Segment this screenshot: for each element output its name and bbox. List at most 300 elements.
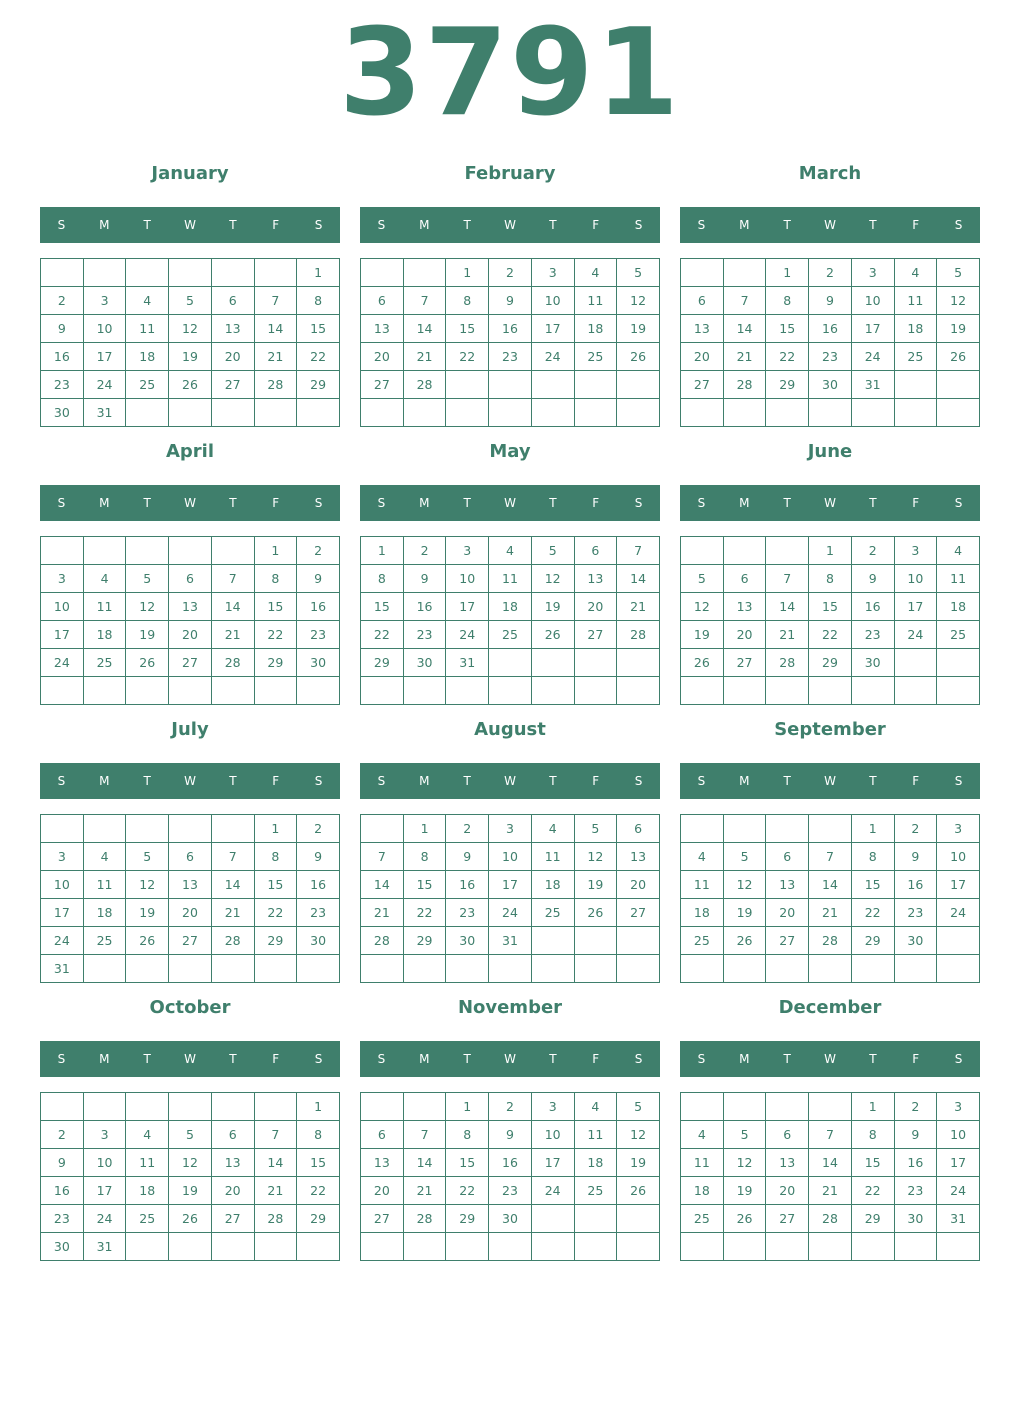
day-cell (681, 259, 724, 287)
day-cell: 25 (574, 343, 617, 371)
day-grid (680, 536, 980, 705)
day-cell: 13 (681, 315, 724, 343)
day-cell: 6 (766, 843, 809, 871)
day-cell (361, 1233, 404, 1261)
day-cell: 17 (851, 315, 894, 343)
weekday-label: T (143, 218, 151, 232)
week-row (41, 315, 340, 343)
day-cell: 21 (361, 899, 404, 927)
day-cell: 14 (809, 1149, 852, 1177)
day-cell (211, 1233, 254, 1261)
day-cell: 20 (766, 1177, 809, 1205)
day-cell (297, 1233, 340, 1261)
day-cell: 12 (723, 871, 766, 899)
day-cell: 17 (83, 343, 126, 371)
day-cell: 5 (126, 565, 169, 593)
weekday-label: W (824, 1052, 836, 1066)
week-row (41, 1205, 340, 1233)
weekday-label: S (954, 496, 963, 510)
day-cell (681, 1093, 724, 1121)
weekday-label: S (697, 218, 706, 232)
day-cell (41, 815, 84, 843)
weekday-label: F (272, 496, 280, 510)
day-cell: 25 (894, 343, 937, 371)
day-cell (126, 1093, 169, 1121)
day-cell (83, 259, 126, 287)
day-cell: 5 (723, 1121, 766, 1149)
day-cell (361, 399, 404, 427)
day-cell: 25 (83, 927, 126, 955)
week-row (681, 649, 980, 677)
week-row (681, 537, 980, 565)
day-cell (617, 399, 660, 427)
week-row (681, 1121, 980, 1149)
day-cell: 15 (851, 1149, 894, 1177)
day-cell: 19 (531, 593, 574, 621)
day-cell: 7 (723, 287, 766, 315)
day-cell: 29 (297, 371, 340, 399)
day-cell (361, 1093, 404, 1121)
day-cell: 21 (254, 1177, 297, 1205)
day-cell (254, 259, 297, 287)
day-cell: 22 (254, 899, 297, 927)
day-cell (169, 537, 212, 565)
day-cell: 27 (723, 649, 766, 677)
day-cell: 19 (937, 315, 980, 343)
day-cell: 6 (617, 815, 660, 843)
day-cell: 23 (489, 343, 532, 371)
day-cell: 8 (809, 565, 852, 593)
day-cell: 10 (489, 843, 532, 871)
weekday-label: M (419, 496, 430, 510)
weekday-label: W (184, 218, 196, 232)
day-cell: 13 (169, 871, 212, 899)
day-cell: 9 (809, 287, 852, 315)
weekday-label: F (272, 218, 280, 232)
day-cell: 25 (574, 1177, 617, 1205)
day-cell: 3 (83, 287, 126, 315)
weekday-label: S (57, 218, 66, 232)
day-cell: 25 (83, 649, 126, 677)
day-cell: 23 (894, 1177, 937, 1205)
day-cell: 7 (617, 537, 660, 565)
month-name: December (778, 997, 882, 1018)
day-cell: 13 (766, 1149, 809, 1177)
day-cell (723, 399, 766, 427)
weekday-label: T (463, 218, 471, 232)
day-cell: 27 (169, 927, 212, 955)
week-row (681, 259, 980, 287)
day-cell: 25 (489, 621, 532, 649)
day-cell: 2 (489, 1093, 532, 1121)
day-cell (83, 815, 126, 843)
day-cell: 30 (297, 927, 340, 955)
weekday-label: S (314, 1052, 323, 1066)
day-cell: 4 (83, 565, 126, 593)
day-cell: 19 (617, 1149, 660, 1177)
day-cell: 4 (574, 1093, 617, 1121)
month-name: June (807, 441, 853, 462)
day-cell: 20 (211, 1177, 254, 1205)
day-cell (446, 399, 489, 427)
day-cell: 6 (169, 565, 212, 593)
day-cell: 28 (254, 1205, 297, 1233)
weekday-label: T (143, 496, 151, 510)
day-cell: 16 (446, 871, 489, 899)
day-cell: 10 (41, 871, 84, 899)
day-cell: 20 (169, 621, 212, 649)
day-cell (766, 1093, 809, 1121)
day-cell: 11 (83, 593, 126, 621)
day-cell: 23 (851, 621, 894, 649)
weekday-label: F (592, 774, 600, 788)
day-cell: 10 (83, 315, 126, 343)
day-cell: 2 (851, 537, 894, 565)
weekday-label: F (912, 774, 920, 788)
day-cell (809, 955, 852, 983)
day-cell: 19 (169, 1177, 212, 1205)
day-cell (574, 677, 617, 705)
day-cell: 17 (41, 899, 84, 927)
day-cell: 26 (169, 1205, 212, 1233)
day-cell (681, 399, 724, 427)
day-cell: 5 (937, 259, 980, 287)
day-cell (531, 1205, 574, 1233)
day-grid (360, 1092, 660, 1261)
day-cell (297, 955, 340, 983)
day-cell (809, 1093, 852, 1121)
day-cell: 2 (894, 815, 937, 843)
week-row (681, 677, 980, 705)
day-cell (126, 955, 169, 983)
day-cell: 14 (361, 871, 404, 899)
day-cell: 8 (254, 843, 297, 871)
day-cell (723, 259, 766, 287)
weekday-label: T (143, 1052, 151, 1066)
weekday-label: T (549, 1052, 557, 1066)
day-cell (574, 399, 617, 427)
day-cell: 11 (126, 315, 169, 343)
day-cell: 16 (489, 1149, 532, 1177)
day-cell: 21 (403, 1177, 446, 1205)
day-cell: 15 (297, 1149, 340, 1177)
day-cell: 25 (937, 621, 980, 649)
day-cell (574, 955, 617, 983)
day-cell (126, 815, 169, 843)
day-cell: 9 (894, 843, 937, 871)
day-cell: 3 (937, 815, 980, 843)
day-cell: 12 (531, 565, 574, 593)
day-cell (83, 537, 126, 565)
day-cell: 28 (403, 371, 446, 399)
day-cell: 6 (681, 287, 724, 315)
weekday-label: W (184, 496, 196, 510)
week-row (681, 287, 980, 315)
month-name: July (171, 719, 209, 740)
week-row (681, 1233, 980, 1261)
day-cell: 14 (617, 565, 660, 593)
day-cell: 21 (211, 899, 254, 927)
week-row (681, 399, 980, 427)
weekday-label: T (229, 496, 237, 510)
week-row (361, 927, 660, 955)
day-cell: 19 (169, 343, 212, 371)
day-cell: 2 (489, 259, 532, 287)
day-cell: 22 (851, 1177, 894, 1205)
day-cell: 16 (41, 343, 84, 371)
weekday-label: T (549, 496, 557, 510)
day-cell: 14 (723, 315, 766, 343)
day-cell (937, 1233, 980, 1261)
day-cell: 3 (937, 1093, 980, 1121)
day-cell: 16 (894, 871, 937, 899)
day-cell: 19 (574, 871, 617, 899)
day-cell: 16 (809, 315, 852, 343)
day-cell (531, 371, 574, 399)
day-cell: 11 (574, 287, 617, 315)
weekday-label: W (184, 774, 196, 788)
day-cell: 8 (851, 843, 894, 871)
day-cell (617, 1205, 660, 1233)
day-cell: 8 (254, 565, 297, 593)
day-cell: 28 (403, 1205, 446, 1233)
day-cell: 11 (894, 287, 937, 315)
day-cell (169, 1093, 212, 1121)
day-cell: 21 (254, 343, 297, 371)
day-cell: 9 (851, 565, 894, 593)
day-cell: 18 (489, 593, 532, 621)
day-cell (211, 259, 254, 287)
day-cell (809, 1233, 852, 1261)
weekday-label: F (272, 774, 280, 788)
day-cell (574, 371, 617, 399)
day-cell: 29 (851, 927, 894, 955)
weekday-label: F (272, 1052, 280, 1066)
day-cell: 8 (446, 1121, 489, 1149)
day-cell: 24 (489, 899, 532, 927)
day-cell: 23 (297, 621, 340, 649)
day-cell (403, 677, 446, 705)
day-cell: 19 (723, 899, 766, 927)
day-cell: 31 (83, 399, 126, 427)
day-cell (617, 677, 660, 705)
week-row (41, 843, 340, 871)
day-cell: 11 (937, 565, 980, 593)
day-cell: 1 (297, 259, 340, 287)
day-cell (126, 537, 169, 565)
day-cell (489, 677, 532, 705)
day-cell: 9 (894, 1121, 937, 1149)
weekday-label: S (377, 218, 386, 232)
day-cell (617, 649, 660, 677)
day-cell (297, 677, 340, 705)
week-row (361, 1121, 660, 1149)
day-cell: 20 (574, 593, 617, 621)
day-cell: 1 (254, 815, 297, 843)
weekday-label: W (504, 218, 516, 232)
week-row (361, 677, 660, 705)
day-cell: 7 (766, 565, 809, 593)
day-cell: 5 (531, 537, 574, 565)
day-cell: 10 (937, 1121, 980, 1149)
weekday-label: S (634, 218, 643, 232)
day-cell (851, 955, 894, 983)
day-cell (766, 677, 809, 705)
day-cell (489, 1233, 532, 1261)
day-cell: 13 (211, 1149, 254, 1177)
day-cell: 7 (361, 843, 404, 871)
day-cell (254, 677, 297, 705)
day-cell: 13 (211, 315, 254, 343)
day-cell: 9 (41, 1149, 84, 1177)
day-cell: 22 (446, 343, 489, 371)
day-cell: 23 (894, 899, 937, 927)
weekday-label: W (504, 774, 516, 788)
day-cell: 13 (169, 593, 212, 621)
day-cell: 9 (489, 1121, 532, 1149)
day-grid (40, 1092, 340, 1261)
day-cell: 1 (851, 1093, 894, 1121)
weekday-label: W (824, 496, 836, 510)
day-cell (531, 927, 574, 955)
day-cell: 9 (489, 287, 532, 315)
weekday-label: S (377, 774, 386, 788)
week-row (361, 343, 660, 371)
month-name: March (798, 163, 862, 184)
day-cell: 17 (531, 315, 574, 343)
day-cell (83, 677, 126, 705)
weekday-label: M (419, 1052, 430, 1066)
day-cell: 11 (681, 871, 724, 899)
week-row (681, 899, 980, 927)
day-cell: 5 (681, 565, 724, 593)
week-row (681, 621, 980, 649)
day-cell: 18 (531, 871, 574, 899)
day-cell: 26 (531, 621, 574, 649)
day-cell: 24 (894, 621, 937, 649)
month-name: February (464, 163, 556, 184)
day-cell: 2 (809, 259, 852, 287)
day-cell: 4 (126, 287, 169, 315)
day-cell: 15 (403, 871, 446, 899)
day-cell: 4 (126, 1121, 169, 1149)
day-cell: 27 (681, 371, 724, 399)
day-cell (617, 371, 660, 399)
week-row (41, 537, 340, 565)
day-cell: 22 (766, 343, 809, 371)
week-row (41, 371, 340, 399)
day-cell (766, 1233, 809, 1261)
day-cell (894, 649, 937, 677)
day-cell: 21 (723, 343, 766, 371)
day-cell (446, 371, 489, 399)
day-cell: 23 (809, 343, 852, 371)
day-cell (41, 537, 84, 565)
weekday-label: S (634, 496, 643, 510)
day-cell: 9 (41, 315, 84, 343)
day-cell: 24 (937, 1177, 980, 1205)
day-cell: 9 (297, 565, 340, 593)
day-cell: 20 (169, 899, 212, 927)
weekday-label: S (954, 1052, 963, 1066)
day-cell (169, 955, 212, 983)
day-cell: 1 (446, 259, 489, 287)
day-cell: 3 (446, 537, 489, 565)
day-cell (723, 1233, 766, 1261)
weekday-label: T (463, 496, 471, 510)
day-cell: 6 (574, 537, 617, 565)
day-cell: 29 (446, 1205, 489, 1233)
weekday-label: F (592, 1052, 600, 1066)
weekday-header (360, 763, 660, 799)
weekday-label: T (783, 774, 791, 788)
week-row (681, 565, 980, 593)
weekday-label: T (143, 774, 151, 788)
weekday-label: T (549, 218, 557, 232)
day-cell (937, 927, 980, 955)
day-grid (360, 258, 660, 427)
weekday-label: T (229, 1052, 237, 1066)
day-cell (403, 1233, 446, 1261)
week-row (361, 899, 660, 927)
week-row (41, 1233, 340, 1261)
day-cell: 16 (403, 593, 446, 621)
day-cell (41, 1093, 84, 1121)
day-cell: 5 (126, 843, 169, 871)
day-cell: 15 (361, 593, 404, 621)
day-cell: 6 (211, 287, 254, 315)
day-cell (489, 955, 532, 983)
day-cell (574, 1233, 617, 1261)
day-cell: 17 (894, 593, 937, 621)
day-cell (403, 955, 446, 983)
day-cell: 13 (361, 315, 404, 343)
day-cell (403, 399, 446, 427)
weekday-label: T (229, 774, 237, 788)
day-cell (723, 1093, 766, 1121)
weekday-header (680, 207, 980, 243)
day-cell: 26 (126, 927, 169, 955)
day-cell: 1 (403, 815, 446, 843)
day-cell: 28 (809, 1205, 852, 1233)
month-name: April (165, 441, 215, 462)
weekday-header (360, 207, 660, 243)
day-cell (937, 371, 980, 399)
day-cell: 2 (41, 287, 84, 315)
day-cell: 30 (41, 1233, 84, 1261)
week-row (41, 1093, 340, 1121)
day-cell: 5 (574, 815, 617, 843)
day-cell: 18 (126, 1177, 169, 1205)
week-row (681, 1149, 980, 1177)
day-cell (723, 537, 766, 565)
day-cell: 3 (531, 259, 574, 287)
day-cell: 26 (681, 649, 724, 677)
week-row (41, 1121, 340, 1149)
day-cell: 12 (169, 315, 212, 343)
day-cell: 16 (297, 871, 340, 899)
day-cell: 14 (211, 593, 254, 621)
day-cell: 25 (531, 899, 574, 927)
day-cell (531, 955, 574, 983)
day-cell (809, 399, 852, 427)
week-row (41, 593, 340, 621)
week-row (681, 871, 980, 899)
day-cell: 10 (446, 565, 489, 593)
day-cell: 2 (41, 1121, 84, 1149)
weekday-label: S (57, 774, 66, 788)
day-cell: 27 (361, 371, 404, 399)
